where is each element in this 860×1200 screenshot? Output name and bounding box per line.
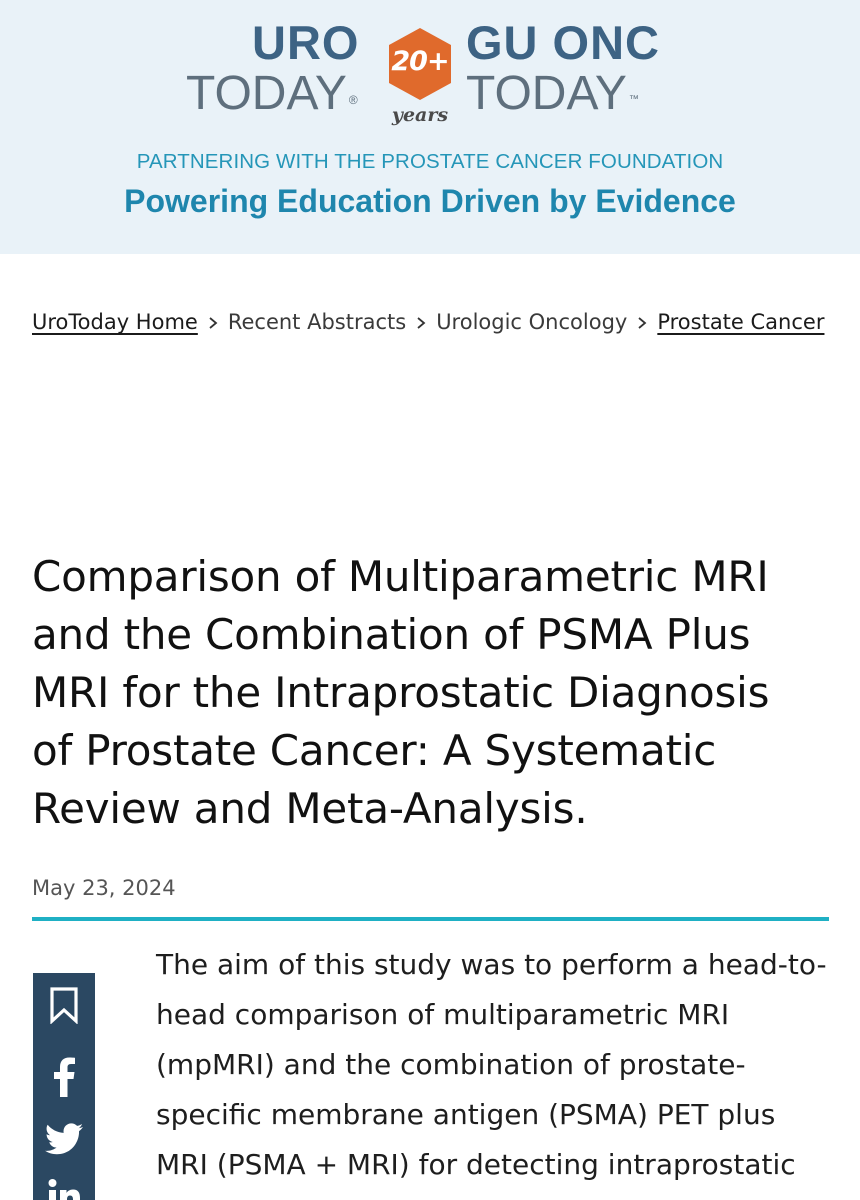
bookmark-icon: [47, 986, 81, 1024]
article-title: [32, 548, 822, 838]
abstract-line: specific membrane antigen (PSMA) PET plus: [156, 1098, 776, 1131]
abstract-line: MRI (PSMA + MRI) for detecting intraprostatic: [156, 1148, 796, 1181]
badge-number: 20+: [391, 46, 449, 77]
twitter-share-button[interactable]: [33, 1111, 95, 1167]
title-line: Review and Meta-Analysis.: [32, 784, 588, 833]
publish-date: May 23, 2024: [32, 876, 176, 900]
chevron-right-icon: [406, 310, 436, 334]
title-line: and the Combination of PSMA Plus: [32, 610, 751, 659]
breadcrumb: [32, 306, 832, 338]
title-line: of Prostate Cancer: A Systematic: [32, 726, 717, 775]
facebook-icon: [52, 1057, 76, 1097]
brand-right-top: GU ONC: [466, 16, 660, 69]
site-banner[interactable]: [0, 0, 860, 254]
share-bar: [33, 973, 95, 1200]
linkedin-icon: [47, 1178, 81, 1200]
abstract-line: head comparison of multiparametric MRI: [156, 998, 730, 1031]
chevron-right-icon: [198, 310, 228, 334]
urotoday-logo: [186, 18, 372, 120]
title-line: MRI for the Intraprostatic Diagnosis: [32, 668, 770, 717]
site-logo[interactable]: [0, 18, 860, 133]
brand-right-bottom: TODAY ™: [466, 67, 639, 120]
breadcrumb-urologic-oncology: Urologic Oncology: [436, 310, 628, 334]
mission-tagline: Powering Education Driven by Evidence: [124, 183, 736, 219]
linkedin-share-button[interactable]: [33, 1167, 95, 1200]
trademark-mark: ™: [628, 94, 639, 105]
breadcrumb-prostate-cancer-link[interactable]: Prostate Cancer: [657, 310, 825, 334]
bookmark-button[interactable]: [33, 977, 95, 1033]
brand-left-top: URO: [252, 16, 360, 69]
chevron-right-icon: [627, 310, 657, 334]
facebook-share-button[interactable]: [33, 1049, 95, 1105]
registered-mark: ®: [348, 93, 358, 107]
article-abstract: [156, 940, 836, 1190]
abstract-line: The aim of this study was to perform a head-to-: [156, 948, 827, 981]
brand-left-bottom: TODAY ®: [186, 67, 358, 120]
partner-tagline: PARTNERING WITH THE PROSTATE CANCER FOUNDATION: [136, 150, 724, 173]
breadcrumb-recent-abstracts: Recent Abstracts: [227, 310, 407, 334]
anniversary-badge: [382, 26, 458, 136]
divider: [32, 917, 829, 921]
twitter-icon: [45, 1123, 83, 1155]
breadcrumb-home-link[interactable]: UroToday Home: [32, 310, 198, 334]
badge-label: years: [391, 104, 449, 126]
title-line: Comparison of Multiparametric MRI: [32, 552, 769, 601]
abstract-line: (mpMRI) and the combination of prostate-: [156, 1048, 746, 1081]
guonctoday-logo: [466, 18, 686, 120]
